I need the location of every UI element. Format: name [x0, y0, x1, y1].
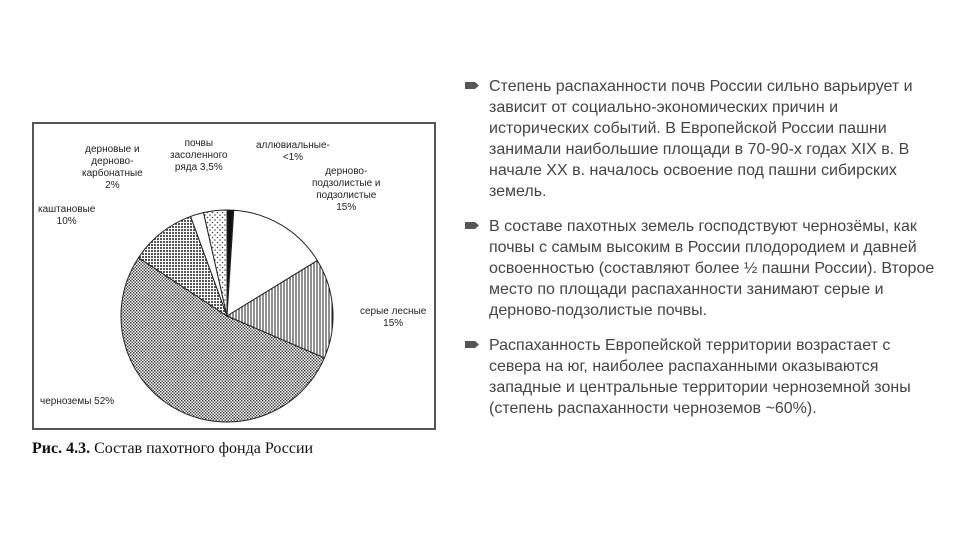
label-podzolic: дерново- подзолистые и подзолистые 15%: [312, 166, 381, 213]
figure-caption: [32, 440, 313, 458]
bullet-text: Степень распаханности почв России сильно варьирует и зависит от социально-экономических причин и исторических событий. В Европейской России пашни занимали наибольшие площади в 70-90-х годах XIX в. В начале XX в. началось освоение под пашни сибирских земель.: [489, 78, 913, 200]
label-gray: серые лесные 15%: [360, 306, 427, 329]
pencil-icon: [465, 339, 479, 350]
figure-frame: [32, 122, 436, 430]
bullet-item: [465, 216, 935, 321]
label-saline: почвы засоленного ряда 3,5%: [170, 138, 228, 173]
bullet-item: [465, 335, 935, 419]
bullet-list: [465, 76, 935, 433]
pencil-icon: [465, 220, 479, 231]
bullet-item: [465, 76, 935, 202]
caption-number: Рис. 4.3.: [32, 440, 91, 457]
pencil-icon: [465, 80, 479, 91]
bullet-text: В составе пахотных земель господствуют чернозёмы, как почвы с самым высоким в России плодородием и давней освоенностью (составляют более ½ пашни России). Второе место по площади распаханности занимают серые и дерново-подзолистые почвы.: [489, 218, 935, 319]
label-sod-carbonate: дерновые и дерново- карбонатные 2%: [82, 144, 143, 191]
bullet-text: Распаханность Европейской территории возрастает с севера на юг, наиболее распаханными оказываются западные и центральные территории черноземной зоны (степень распаханности черноземов ~60%).: [489, 337, 911, 417]
caption-text: Состав пахотного фонда России: [90, 440, 314, 457]
label-chernozem: черноземы 52%: [40, 396, 115, 407]
label-alluvial: аллювиальные- <1%: [256, 140, 330, 163]
label-chestnut: каштановые 10%: [38, 204, 96, 227]
